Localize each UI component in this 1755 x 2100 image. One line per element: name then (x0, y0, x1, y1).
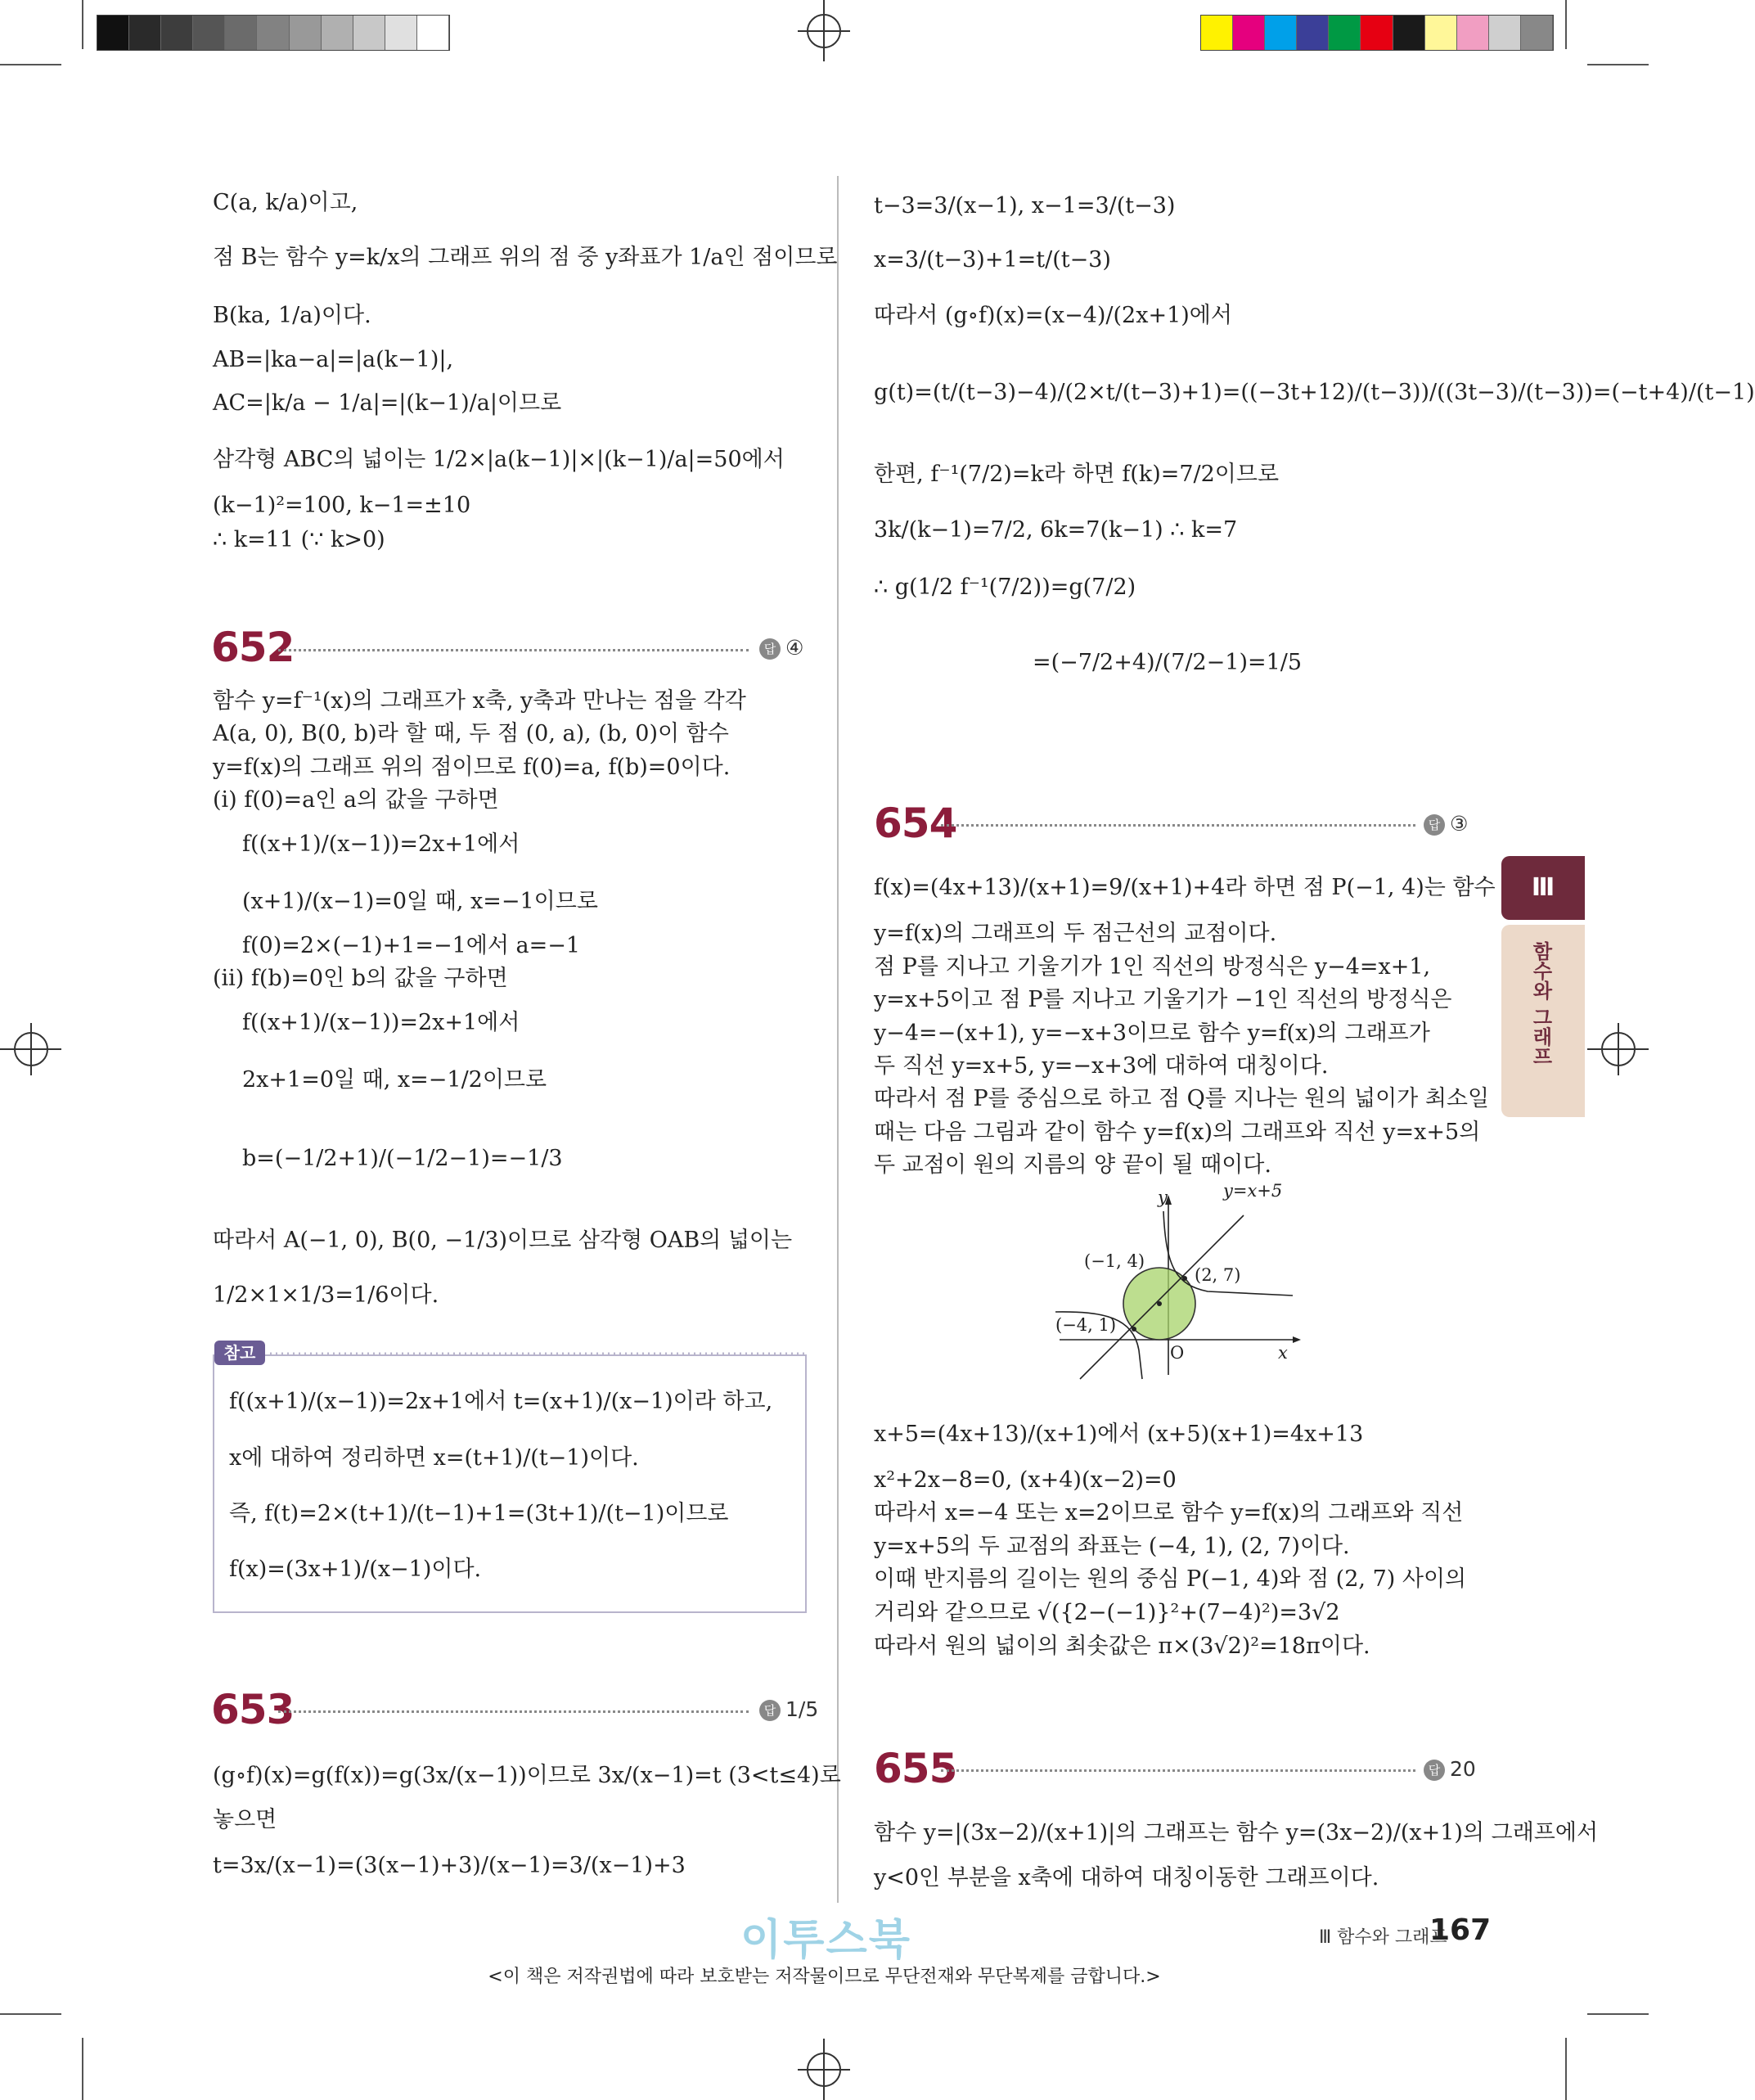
text-line: 따라서 원의 넓이의 최솟값은 π×(3√2)²=18π이다. (874, 1634, 1370, 1659)
dotted-leader (941, 1769, 1415, 1772)
note-line: 즉, f(t)=2×(t+1)/(t−1)+1=(3t+1)/(t−1)이므로 (229, 1501, 729, 1526)
text-line: 따라서 점 P를 중심으로 하고 점 Q를 지나는 원의 넓이가 최소일 (874, 1086, 1490, 1111)
column-divider (837, 176, 839, 1903)
text-line: y=x+5이고 점 P를 지나고 기울기가 −1인 직선의 방정식은 (874, 987, 1452, 1012)
text-line: B(ka, 1/a)이다. (213, 303, 371, 328)
color-swatch (290, 16, 322, 50)
text-line: (ii) f(b)=0인 b의 값을 구하면 (213, 966, 508, 991)
point-left-label: (−4, 1) (1055, 1315, 1117, 1335)
answer-icon: 답 (1424, 814, 1445, 836)
crop-mark (1565, 2038, 1567, 2100)
text-line: 1/2×1×1/3=1/6이다. (213, 1282, 439, 1308)
color-swatch (1489, 16, 1521, 50)
publisher-logo: 이투스북 (740, 1916, 911, 1965)
note-line: x에 대하여 정리하면 x=(t+1)/(t−1)이다. (229, 1445, 639, 1471)
problem-number: 652 (211, 624, 295, 671)
text-line: x+5=(4x+13)/(x+1)에서 (x+5)(x+1)=4x+13 (874, 1422, 1364, 1447)
text-line: 이때 반지름의 길이는 원의 중심 P(−1, 4)와 점 (2, 7) 사이의 (874, 1566, 1467, 1592)
text-line: A(a, 0), B(0, b)라 할 때, 두 점 (0, a), (b, 0)이 함수 (213, 721, 729, 746)
text-line: (i) f(0)=a인 a의 값을 구하면 (213, 787, 499, 813)
text-line: 때는 다음 그림과 같이 함수 y=f(x)의 그래프와 직선 y=x+5의 (874, 1120, 1481, 1145)
color-swatch (257, 16, 289, 50)
text-line: g(t)=(t/(t−3)−4)/(2×t/(t−3)+1)=((−3t+12)/(t−3))/((3t−3)/(t−3))=(−t+4)/(t−1) (874, 380, 1755, 405)
text-line: AB=|ka−a|=|a(k−1)|, (213, 347, 454, 372)
text-line: t−3=3/(x−1), x−1=3/(t−3) (874, 193, 1176, 219)
chapter-roman-numeral: Ⅲ (1531, 873, 1555, 902)
point-right-label: (2, 7) (1195, 1265, 1241, 1285)
chapter-footer: Ⅲ 함수와 그래프 (1319, 1927, 1447, 1948)
color-swatch (353, 16, 385, 50)
note-label: 참고 (214, 1341, 265, 1365)
color-swatch (1233, 16, 1265, 50)
crop-mark (0, 64, 61, 65)
text-line: y=x+5의 두 교점의 좌표는 (−4, 1), (2, 7)이다. (874, 1534, 1350, 1559)
text-line: 따라서 (g∘f)(x)=(x−4)/(2x+1)에서 (874, 303, 1232, 328)
registration-mark-right (1587, 1023, 1649, 1075)
dotted-leader (278, 1710, 749, 1713)
color-swatch (225, 16, 257, 50)
crop-mark (0, 2013, 61, 2015)
text-line: (g∘f)(x)=g(f(x))=g(3x/(x−1))이므로 3x/(x−1)=t (3<t≤4)로 (213, 1763, 841, 1788)
color-swatch (417, 16, 449, 50)
text-line: 한편, f⁻¹(7/2)=k라 하면 f(k)=7/2이므로 (874, 462, 1280, 487)
color-swatch (1393, 16, 1425, 50)
answer-icon: 답 (1424, 1760, 1445, 1781)
answer-icon: 답 (759, 1700, 781, 1721)
chapter-title-vertical: 함수와 그래프 (1529, 941, 1552, 1066)
copyright-notice: <이 책은 저작권법에 따라 보호받는 저작물이므로 무단전재와 무단복제를 금합니다.> (488, 1967, 1161, 1987)
text-line: t=3x/(x−1)=(3(x−1)+3)/(x−1)=3/(x−1)+3 (213, 1853, 686, 1878)
text-line: b=(−1/2+1)/(−1/2−1)=−1/3 (242, 1146, 563, 1171)
text-line: C(a, k/a)이고, (213, 190, 358, 215)
text-line: 2x+1=0일 때, x=−1/2이므로 (242, 1067, 547, 1093)
text-line: 3k/(k−1)=7/2, 6k=7(k−1) ∴ k=7 (874, 517, 1238, 543)
color-swatch (1265, 16, 1297, 50)
answer-icon: 답 (759, 638, 781, 660)
y-axis-label: y (1158, 1187, 1168, 1207)
color-bar (1200, 15, 1554, 51)
text-line: ∴ k=11 (∵ k>0) (213, 527, 385, 552)
color-swatch (1297, 16, 1329, 50)
text-line: f(0)=2×(−1)+1=−1에서 a=−1 (242, 933, 581, 958)
text-line: y=f(x)의 그래프의 두 점근선의 교점이다. (874, 921, 1277, 946)
color-swatch (193, 16, 225, 50)
x-axis-label: x (1278, 1343, 1288, 1363)
color-swatch (161, 16, 193, 50)
crop-mark (82, 0, 83, 49)
line-y-x-plus-5 (1080, 1215, 1244, 1379)
center-label: (−1, 4) (1084, 1251, 1145, 1271)
origin-label: O (1170, 1343, 1185, 1363)
text-line: 점 B는 함수 y=k/x의 그래프 위의 점 중 y좌표가 1/a인 점이므로 (213, 245, 838, 270)
color-swatch (1329, 16, 1361, 50)
note-dotted-rule (270, 1350, 806, 1358)
registration-mark-bottom (798, 2039, 850, 2100)
dotted-leader (278, 649, 749, 651)
text-line: 거리와 같으므로 √({2−(−1)}²+(7−4)²)=3√2 (874, 1600, 1340, 1625)
problem-number: 655 (874, 1745, 957, 1792)
registration-mark-left (0, 1023, 61, 1075)
color-swatch (1425, 16, 1457, 50)
point-neg4-1 (1132, 1327, 1136, 1332)
note-line: f(x)=(3x+1)/(x−1)이다. (229, 1557, 482, 1582)
line-label: y=x+5 (1223, 1181, 1283, 1201)
color-swatch (97, 16, 129, 50)
color-swatch (129, 16, 161, 50)
text-line: f((x+1)/(x−1))=2x+1에서 (242, 1010, 520, 1035)
answer-badge: 답 1/5 (759, 1697, 818, 1721)
text-line: f((x+1)/(x−1))=2x+1에서 (242, 831, 520, 857)
color-swatch (1201, 16, 1233, 50)
note-line: f((x+1)/(x−1))=2x+1에서 t=(x+1)/(x−1)이라 하고, (229, 1389, 773, 1414)
crop-mark (82, 2038, 83, 2100)
text-line: =(−7/2+4)/(7/2−1)=1/5 (1033, 650, 1303, 675)
text-line: y<0인 부분을 x축에 대하여 대칭이동한 그래프이다. (874, 1865, 1379, 1890)
color-swatch (322, 16, 353, 50)
text-line: 두 직선 y=x+5, y=−x+3에 대하여 대칭이다. (874, 1053, 1329, 1079)
color-swatch (385, 16, 417, 50)
text-line: (x+1)/(x−1)=0일 때, x=−1이므로 (242, 889, 598, 914)
point-2-7 (1182, 1276, 1187, 1281)
dotted-leader (941, 824, 1415, 827)
answer-badge: 답 ④ (759, 636, 803, 660)
registration-mark-top (798, 0, 850, 61)
chapter-tab-light (1501, 925, 1585, 1117)
text-line: x²+2x−8=0, (x+4)(x−2)=0 (874, 1467, 1177, 1493)
color-swatch (1361, 16, 1393, 50)
text-line: ∴ g(1/2 f⁻¹(7/2))=g(7/2) (874, 575, 1136, 600)
point-center (1157, 1301, 1162, 1306)
text-line: 놓으면 (213, 1807, 277, 1832)
text-line: 따라서 x=−4 또는 x=2이므로 함수 y=f(x)의 그래프와 직선 (874, 1500, 1464, 1525)
crop-mark (1587, 64, 1649, 65)
grayscale-bar (97, 15, 450, 51)
answer-badge: 답 20 (1424, 1757, 1476, 1781)
text-line: y−4=−(x+1), y=−x+3이므로 함수 y=f(x)의 그래프가 (874, 1021, 1430, 1046)
crop-mark (1587, 2013, 1649, 2015)
text-line: 점 P를 지나고 기울기가 1인 직선의 방정식은 y−4=x+1, (874, 954, 1431, 980)
text-line: y=f(x)의 그래프 위의 점이므로 f(0)=a, f(b)=0이다. (213, 755, 731, 780)
text-line: 두 교점이 원의 지름의 양 끝이 될 때이다. (874, 1152, 1271, 1178)
page-number: 167 (1429, 1913, 1492, 1947)
text-line: 삼각형 ABC의 넓이는 1/2×|a(k−1)|×|(k−1)/a|=50에서 (213, 447, 785, 472)
problem-number: 653 (211, 1686, 295, 1733)
chapter-tab-dark (1501, 856, 1585, 920)
x-axis-arrow-icon (1293, 1336, 1301, 1343)
color-swatch (1521, 16, 1553, 50)
graph-figure (1047, 1178, 1309, 1379)
crop-mark (1565, 0, 1567, 49)
problem-number: 654 (874, 800, 957, 847)
answer-badge: 답 ③ (1424, 812, 1468, 836)
text-line: 함수 y=|(3x−2)/(x+1)|의 그래프는 함수 y=(3x−2)/(x+1)의 그래프에서 (874, 1820, 1599, 1845)
text-line: (k−1)²=100, k−1=±10 (213, 493, 471, 518)
text-line: f(x)=(4x+13)/(x+1)=9/(x+1)+4라 하면 점 P(−1, 4)는 함수 (874, 875, 1496, 900)
text-line: AC=|k/a − 1/a|=|(k−1)/a|이므로 (213, 390, 562, 416)
text-line: 따라서 A(−1, 0), B(0, −1/3)이므로 삼각형 OAB의 넓이는 (213, 1228, 793, 1253)
color-swatch (1457, 16, 1489, 50)
text-line: 함수 y=f⁻¹(x)의 그래프가 x축, y축과 만나는 점을 각각 (213, 688, 746, 714)
text-line: x=3/(t−3)+1=t/(t−3) (874, 247, 1111, 273)
